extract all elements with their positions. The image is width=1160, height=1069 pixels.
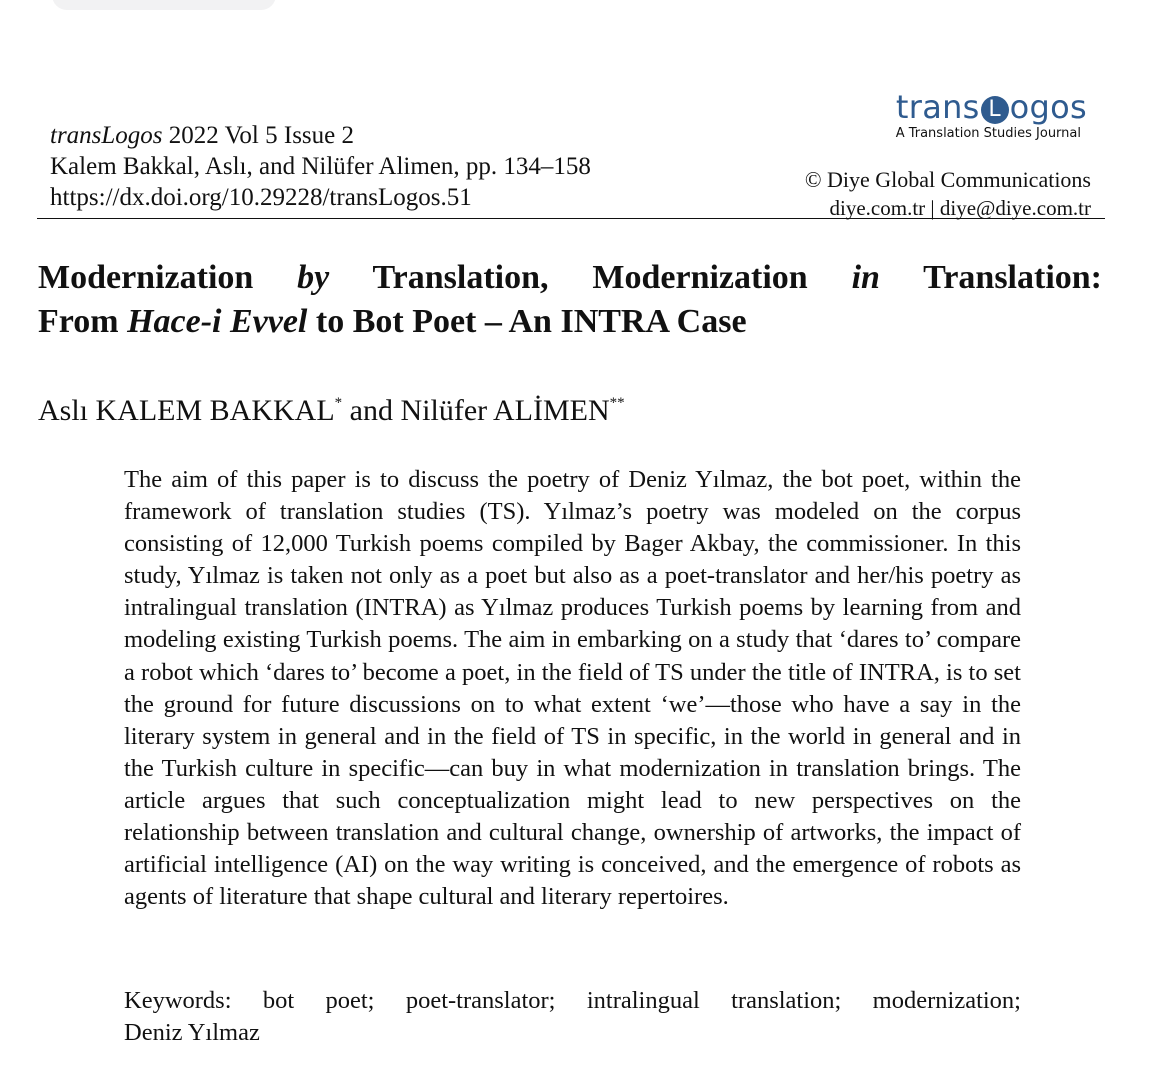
abstract-text: The aim of this paper is to discuss the poetry of Deniz Yılmaz, the bot poet, within the framework of translation studies (TS). Yılmaz’s poetry was modeled on the corpus consisting of 12,000 Turkish poems compiled by Bager Akbay, the commissioner. In this study, Yılmaz is taken not only as a poet but also as a poet-translator and her/his poetry as intralingual translation (INTRA) as Yılmaz produces Turkish poems by learning from and modeling existing Turkish poems. The aim in embarking on a study that ‘dares to’ compare a robot which ‘dares to’ become a poet, in the field of TS under the title of INTRA, is to set the ground for future discussions on to what extent ‘we’—those who have a say in the literary system in general and in the field of TS in specific, in the world in general and in the Turkish culture in specific—can buy in what modernization in translation brings. The article argues that such conceptualization might lead to new perspectives on the relationship between translation and cultural change, ownership of artworks, the impact of artificial intelligence (AI) on the way writing is conceived, and the emergence of robots as agents of literature that shape cultural and literary repertoires. (124, 466, 1021, 911)
keywords (124, 985, 1021, 1049)
author-list: Aslı KALEM BAKKAL* and Nilüfer ALİMEN** (38, 394, 625, 427)
journal-name: transLogos (50, 122, 163, 149)
author-1: Aslı KALEM BAKKAL (38, 394, 335, 427)
keywords-line-2: Deniz Yılmaz (124, 1019, 260, 1047)
copyright-notice: © Diye Global Communications (804, 167, 1091, 192)
author-1-footnote-mark[interactable]: * (334, 395, 343, 411)
journal-logo: trans L ogos (895, 88, 1087, 126)
publisher-contact[interactable]: diye.com.tr | diye@diye.com.tr (829, 196, 1091, 220)
logo-tagline: A Translation Studies Journal (895, 126, 1081, 141)
header-divider (37, 218, 1105, 219)
article-title (38, 256, 1102, 344)
author-2-footnote-mark[interactable]: ** (609, 395, 625, 411)
title-line-2: From Hace-i Evvel to Bot Poet – An INTRA Case (38, 303, 747, 340)
keywords-line-1: Keywords: bot poet; poet-translator; intralingual translation; modernization; (124, 987, 1021, 1014)
journal-issue: 2022 Vol 5 Issue 2 (162, 122, 355, 149)
journal-issue-line (50, 120, 591, 151)
title-line-1: Modernization by Translation, Modernization in Translation: (38, 259, 1103, 296)
browser-top-tab[interactable] (52, 0, 276, 10)
citation-block (50, 120, 591, 213)
journal-header (50, 88, 1105, 220)
logo-circle-letter: L (981, 96, 1009, 124)
doi-link[interactable]: https://dx.doi.org/10.29228/transLogos.51 (50, 184, 472, 211)
author-2: Nilüfer ALİMEN (400, 394, 610, 427)
article-citation: Kalem Bakkal, Aslı, and Nilüfer Alimen, pp. 134–158 (50, 153, 591, 180)
